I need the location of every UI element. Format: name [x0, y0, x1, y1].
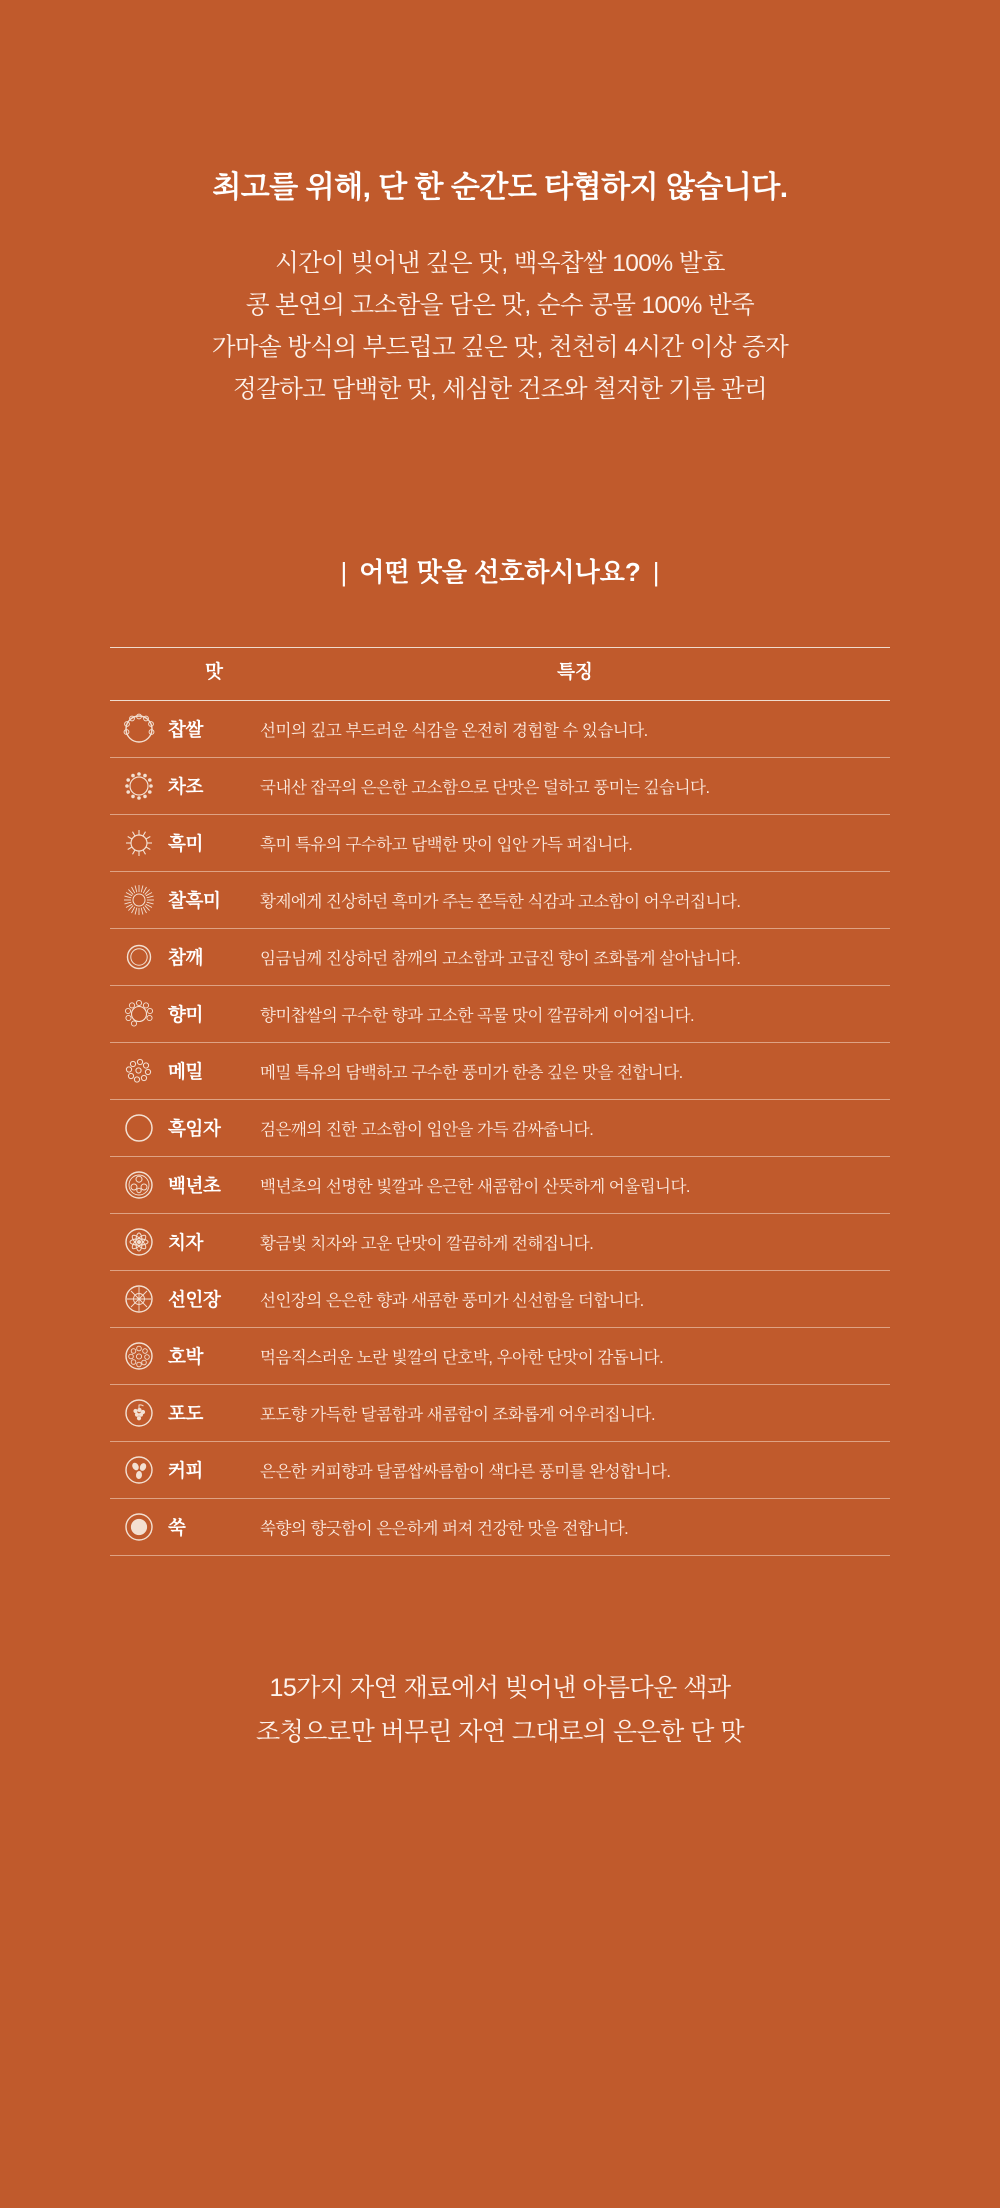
flavor-name: 쑥	[168, 1498, 260, 1555]
seoninjang-icon	[120, 1280, 158, 1318]
promo-page	[0, 20, 1000, 2208]
heukimja-icon	[120, 1109, 158, 1147]
table-row	[110, 757, 890, 814]
section-title-left-bar: |	[340, 556, 348, 587]
flavor-name: 메밀	[168, 1042, 260, 1099]
flavor-desc: 메밀 특유의 담백하고 구수한 풍미가 한층 깊은 맛을 전합니다.	[260, 1042, 890, 1099]
chapssal-icon	[120, 710, 158, 748]
table-row	[110, 1498, 890, 1555]
flavor-icon-cell	[110, 1327, 168, 1384]
memil-icon	[120, 1052, 158, 1090]
flavor-name: 찰흑미	[168, 871, 260, 928]
flavor-name: 향미	[168, 985, 260, 1042]
section-title-right-bar: |	[652, 556, 660, 587]
table-row	[110, 1327, 890, 1384]
flavor-icon-cell	[110, 700, 168, 757]
table-body	[110, 700, 890, 1555]
ssuk-icon	[120, 1508, 158, 1546]
flavor-desc: 황금빛 치자와 고운 단맛이 깔끔하게 전해집니다.	[260, 1213, 890, 1270]
flavor-desc: 국내산 잡곡의 은은한 고소함으로 단맛은 덜하고 풍미는 깊습니다.	[260, 757, 890, 814]
table-row	[110, 814, 890, 871]
column-header-desc: 특징	[260, 647, 890, 700]
table-row	[110, 1441, 890, 1498]
flavor-icon-cell	[110, 1498, 168, 1555]
flavor-icon-cell	[110, 757, 168, 814]
table-row	[110, 928, 890, 985]
flavor-desc: 향미찹쌀의 구수한 향과 고소한 곡물 맛이 깔끔하게 이어집니다.	[260, 985, 890, 1042]
flavor-icon-cell	[110, 985, 168, 1042]
flavor-name: 호박	[168, 1327, 260, 1384]
table-row	[110, 871, 890, 928]
sub-line: 정갈하고 담백한 맛, 세심한 건조와 철저한 기름 관리	[232, 376, 768, 404]
section-title	[110, 552, 890, 589]
column-header-name: 맛	[168, 647, 260, 700]
table-row	[110, 1042, 890, 1099]
flavor-icon-cell	[110, 871, 168, 928]
flavor-icon-cell	[110, 1099, 168, 1156]
chajo-icon	[120, 767, 158, 805]
table-row	[110, 1270, 890, 1327]
column-header-icon	[110, 647, 168, 700]
footer-line: 15가지 자연 재료에서 빚어낸 아름다운 색과	[269, 1673, 731, 1702]
flavor-desc: 검은깨의 진한 고소함이 입안을 가득 감싸줍니다.	[260, 1099, 890, 1156]
flavor-icon-cell	[110, 1384, 168, 1441]
hobak-icon	[120, 1337, 158, 1375]
table-row	[110, 1156, 890, 1213]
flavor-name: 흑미	[168, 814, 260, 871]
table-row	[110, 1384, 890, 1441]
flavor-desc: 먹음직스러운 노란 빛깔의 단호박, 우아한 단맛이 감돕니다.	[260, 1327, 890, 1384]
flavor-desc: 은은한 커피향과 달콤쌉싸름함이 색다른 풍미를 완성합니다.	[260, 1441, 890, 1498]
flavor-icon-cell	[110, 1213, 168, 1270]
table-row	[110, 1213, 890, 1270]
sub-line: 콩 본연의 고소함을 담은 맛, 순수 콩물 100% 반죽	[245, 292, 755, 320]
footer-text	[110, 1666, 890, 1755]
flavor-name: 선인장	[168, 1270, 260, 1327]
flavor-desc: 백년초의 선명한 빛깔과 은근한 새콤함이 산뜻하게 어울립니다.	[260, 1156, 890, 1213]
sub-line: 가마솥 방식의 부드럽고 깊은 맛, 천천히 4시간 이상 증자	[211, 334, 789, 362]
table-head	[110, 647, 890, 700]
flavor-name: 치자	[168, 1213, 260, 1270]
table-header-row	[110, 647, 890, 700]
heukmi-icon	[120, 824, 158, 862]
table-row	[110, 1099, 890, 1156]
flavor-name: 포도	[168, 1384, 260, 1441]
flavor-desc: 황제에게 진상하던 흑미가 주는 쫀득한 식감과 고소함이 어우러집니다.	[260, 871, 890, 928]
hyangmi-icon	[120, 995, 158, 1033]
flavor-icon-cell	[110, 814, 168, 871]
flavor-name: 흑임자	[168, 1099, 260, 1156]
flavor-icon-cell	[110, 1270, 168, 1327]
chamkkae-icon	[120, 938, 158, 976]
flavor-table	[110, 647, 890, 1556]
flavor-name: 참깨	[168, 928, 260, 985]
flavor-name: 백년초	[168, 1156, 260, 1213]
coffee-icon	[120, 1451, 158, 1489]
section-title-text: 어떤 맛을 선호하시나요?	[359, 556, 641, 587]
footer-line: 조청으로만 버무린 자연 그대로의 은은한 단 맛	[255, 1718, 745, 1747]
table-row	[110, 985, 890, 1042]
podo-icon	[120, 1394, 158, 1432]
flavor-name: 커피	[168, 1441, 260, 1498]
flavor-desc: 흑미 특유의 구수하고 담백한 맛이 입안 가득 퍼집니다.	[260, 814, 890, 871]
sub-line: 시간이 빚어낸 깊은 맛, 백옥찹쌀 100% 발효	[275, 250, 725, 278]
flavor-desc: 선미의 깊고 부드러운 식감을 온전히 경험할 수 있습니다.	[260, 700, 890, 757]
flavor-desc: 포도향 가득한 달콤함과 새콤함이 조화롭게 어우러집니다.	[260, 1384, 890, 1441]
baeknyeoncho-icon	[120, 1166, 158, 1204]
chija-icon	[120, 1223, 158, 1261]
table-row	[110, 700, 890, 757]
flavor-name: 차조	[168, 757, 260, 814]
flavor-icon-cell	[110, 1156, 168, 1213]
chalheukmi-icon	[120, 881, 158, 919]
flavor-name: 찹쌀	[168, 700, 260, 757]
flavor-desc: 쑥향의 향긋함이 은은하게 퍼져 건강한 맛을 전합니다.	[260, 1498, 890, 1555]
flavor-desc: 선인장의 은은한 향과 새콤한 풍미가 신선함을 더합니다.	[260, 1270, 890, 1327]
headline-subtext	[110, 243, 890, 412]
flavor-icon-cell	[110, 928, 168, 985]
flavor-icon-cell	[110, 1441, 168, 1498]
page-headline: 최고를 위해, 단 한 순간도 타협하지 않습니다.	[212, 171, 788, 205]
flavor-icon-cell	[110, 1042, 168, 1099]
flavor-desc: 임금님께 진상하던 참깨의 고소함과 고급진 향이 조화롭게 살아납니다.	[260, 928, 890, 985]
